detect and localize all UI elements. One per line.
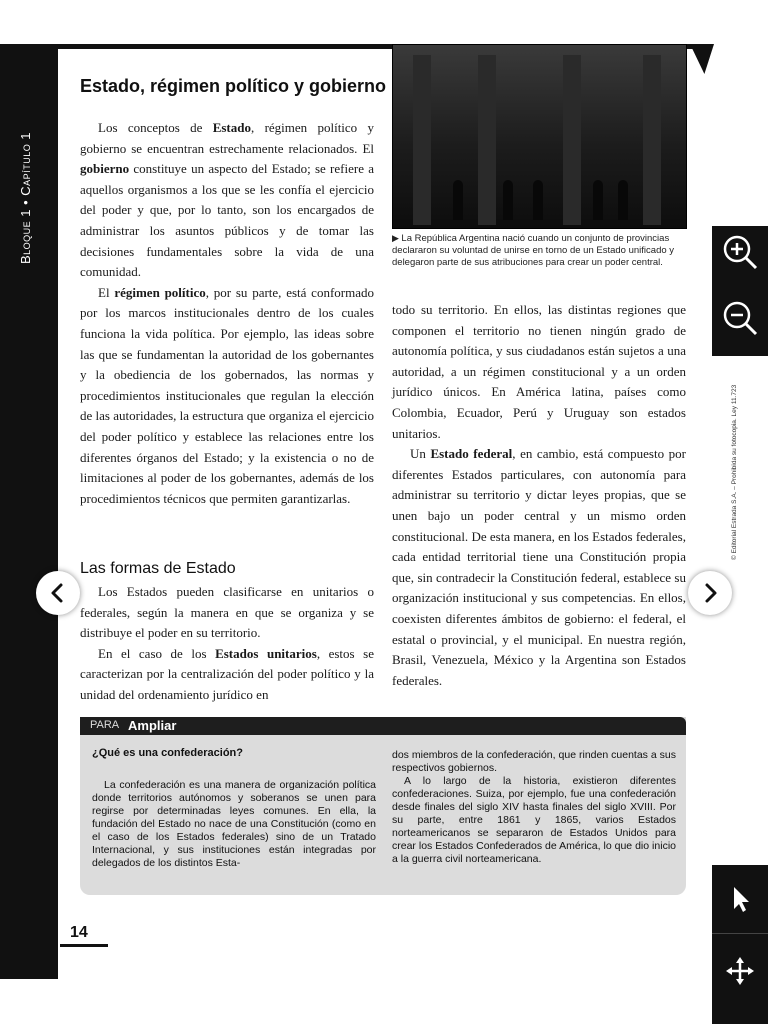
cursor-arrow-icon — [724, 883, 756, 915]
page-title: Estado, régimen político y gobierno — [80, 76, 387, 96]
paragraph-territorio: todo su territorio. En ellos, las distintas regiones que componen el territorio no tienen ningún grado de autonomía política, y sus ciudadanos están sujetos a una autoridad, a un régimen constitucional y a un orden jurídico únicos. En América latina, países como Colombia, Ecuador, Perú y Uruguay son estados unitarios. — [392, 302, 686, 441]
pointer-tool-button[interactable] — [724, 883, 756, 915]
photo-caption: ▶ La República Argentina nació cuando un conjunto de provincias declararon su voluntad de unirse en torno de un Estado unificado y delegaron parte de sus atribuciones para crear un poder central. — [392, 233, 675, 268]
next-page-button[interactable] — [688, 571, 732, 615]
paragraph-regimen: El régimen político, por su parte, está conformado por los marcos institucionales dentro de los cuales funciona la vida política. Por ejemplo, las ideas sobre las que se fundamentan la autoridad de los gobernantes y la obediencia de los gobernados, las normas y procedimientos institucionales que regulan la elección de las autoridades, la estructura que organiza el ejercicio del poder político y establece las relaciones entre los diferentes órganos del Estado; y la existencia o no de limitaciones al poder de los gobernantes, además de los procedimientos técnicos que permiten garantizarlas. — [80, 284, 374, 506]
left-column-top — [80, 118, 374, 509]
chevron-left-icon — [47, 582, 69, 604]
tool-panel — [712, 865, 768, 1024]
move-arrows-icon — [724, 955, 756, 987]
paragraph-federal: Un Estado federal, en cambio, está compuesto por diferentes Estados particulares, con autonomía para administrar su territorio y dictar leyes propias, que se unen bajo un poder central y un mismo orden constitucional. De esta manera, en los Estados federales, cada entidad territorial tiene una Constitución propia que, sin contradecir la Constitución federal, establece su organización institucional y sus competencias. En ellos, coexisten diferentes ámbitos de gobierno: el federal, el estatal o provincial, y el municipal. En nuestra región, Brasil, Venezuela, México y la Argentina son Estados federales. — [392, 446, 686, 688]
paragraph-unitarios: En el caso de los Estados unitarios, estos se caracterizan por la centralización del poder político y la unidad del ordenamiento jurídico en — [80, 645, 374, 702]
zoom-in-icon — [720, 232, 760, 272]
zoom-panel — [712, 226, 768, 356]
zoom-out-icon — [720, 298, 760, 338]
left-column-bottom — [80, 582, 374, 706]
previous-page-button[interactable] — [36, 571, 80, 615]
info-box-para: PARA — [90, 719, 120, 731]
page-number: 14 — [70, 924, 88, 941]
info-box-right-text: dos miembros de la confederación, que rinden cuentas a sus respectivos gobiernos. A lo largo de la historia, existieron diferentes confederaciones. Suiza, por ejemplo, fue una confederación desde finales del siglo XIV hasta finales del siglo XVIII. Por su parte, entre 1861 y 1865, varios Estados norteamericanos se separaron de Estados Unidos para crear los Estados Confederados de América, lo que dio inicio a la guerra civil norteamericana. — [392, 749, 676, 865]
corner-fold — [690, 44, 714, 74]
historical-photo — [392, 44, 687, 229]
side-bar — [0, 44, 58, 979]
zoom-in-button[interactable] — [720, 232, 760, 272]
section-heading: Las formas de Estado — [80, 560, 236, 577]
paragraph-estado: Los conceptos de Estado, régimen político y gobierno se encuentran estrechamente relacionados. El gobierno constituye un aspecto del Estado; se refiere a aquellos organismos a los que se les confía el ejercicio del poder y que, por lo tanto, son los encargados de administrar los asuntos públicos y de tomar las decisiones fundamentales sobre la vida de una comunidad. — [80, 120, 374, 280]
info-box-title: Ampliar — [128, 718, 177, 733]
info-box-left-text: La confederación es una manera de organización política donde territorios autónomos y soberanos se unen para regirse por determinadas leyes comunes. En ella, la fundación del Estado no nace de una Constitución (como en el caso de los Estados federales) sino de un Tratado Internacional, y sus instituciones están integradas por delegados de los distintos Esta- — [92, 779, 376, 869]
pan-tool-button[interactable] — [724, 955, 756, 987]
info-box-header — [80, 717, 686, 735]
side-label: Bloque 1 • Capítulo 1 — [18, 131, 33, 264]
paragraph-formas: Los Estados pueden clasificarse en unitarios o federales, según la manera en que se organiza y se distribuye el poder en su territorio. — [80, 584, 374, 641]
chevron-right-icon — [699, 582, 721, 604]
info-box-question: ¿Qué es una confederación? — [92, 747, 243, 759]
right-column — [392, 300, 686, 691]
page-number-rule — [60, 944, 108, 947]
copyright-notice: © Editorial Estrada S.A. – Prohibida su fotocopia. Ley 11.723 — [731, 384, 738, 560]
caption-arrow-icon: ▶ — [392, 233, 402, 243]
tool-separator — [712, 933, 768, 934]
zoom-out-button[interactable] — [720, 298, 760, 338]
